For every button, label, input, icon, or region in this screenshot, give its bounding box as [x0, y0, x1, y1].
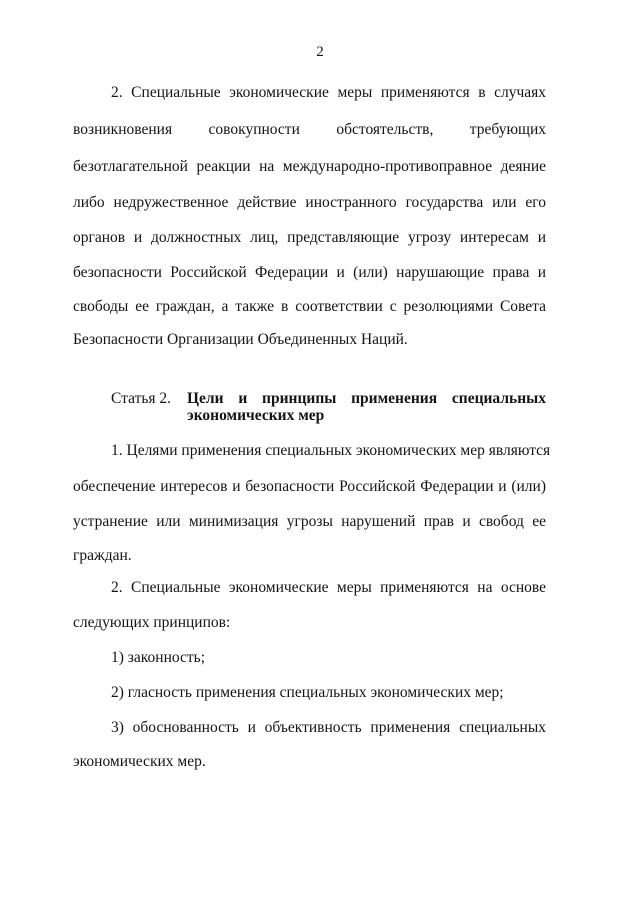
list-item: 2) гласность применения специальных экономических мер;: [111, 684, 504, 701]
list-item: 3) обоснованность и объективность применения специальных: [111, 719, 546, 736]
paragraph-line: следующих принципов:: [73, 614, 231, 631]
article-title-line: Цели и принципы применения специальных: [187, 390, 546, 407]
paragraph-line: безотлагательной реакции на международно-противоправное деяние: [73, 158, 546, 175]
list-item-continuation: экономических мер.: [73, 753, 206, 770]
paragraph-line: 2. Специальные экономические меры применяются на основе: [111, 579, 546, 596]
article-label: Статья 2.: [111, 390, 172, 407]
article-title: [187, 390, 546, 424]
paragraph-line: возникновения совокупности обстоятельств, требующих: [73, 121, 546, 138]
paragraph-line: свободы ее граждан, а также в соответствии с резолюциями Совета: [73, 298, 546, 315]
page-number: 2: [316, 44, 324, 60]
paragraph-line: граждан.: [73, 547, 132, 564]
paragraph-line: 2. Специальные экономические меры применяются в случаях: [111, 84, 546, 101]
paragraph-line: безопасности Российской Федерации и (или) нарушающие права и: [73, 264, 546, 281]
article-title-line: экономических мер: [187, 407, 325, 424]
paragraph-line: органов и должностных лиц, представляющие угрозу интересам и: [73, 229, 546, 246]
paragraph-line: Безопасности Организации Объединенных Наций.: [73, 331, 408, 348]
list-item: 1) законность;: [111, 649, 206, 666]
paragraph-line: 1. Целями применения специальных экономических мер являются: [111, 442, 551, 459]
paragraph-line: устранение или минимизация угрозы нарушений прав и свобод ее: [73, 513, 546, 530]
paragraph-line: либо недружественное действие иностранного государства или его: [73, 194, 546, 211]
paragraph-line: обеспечение интересов и безопасности Российской Федерации и (или): [73, 478, 546, 495]
